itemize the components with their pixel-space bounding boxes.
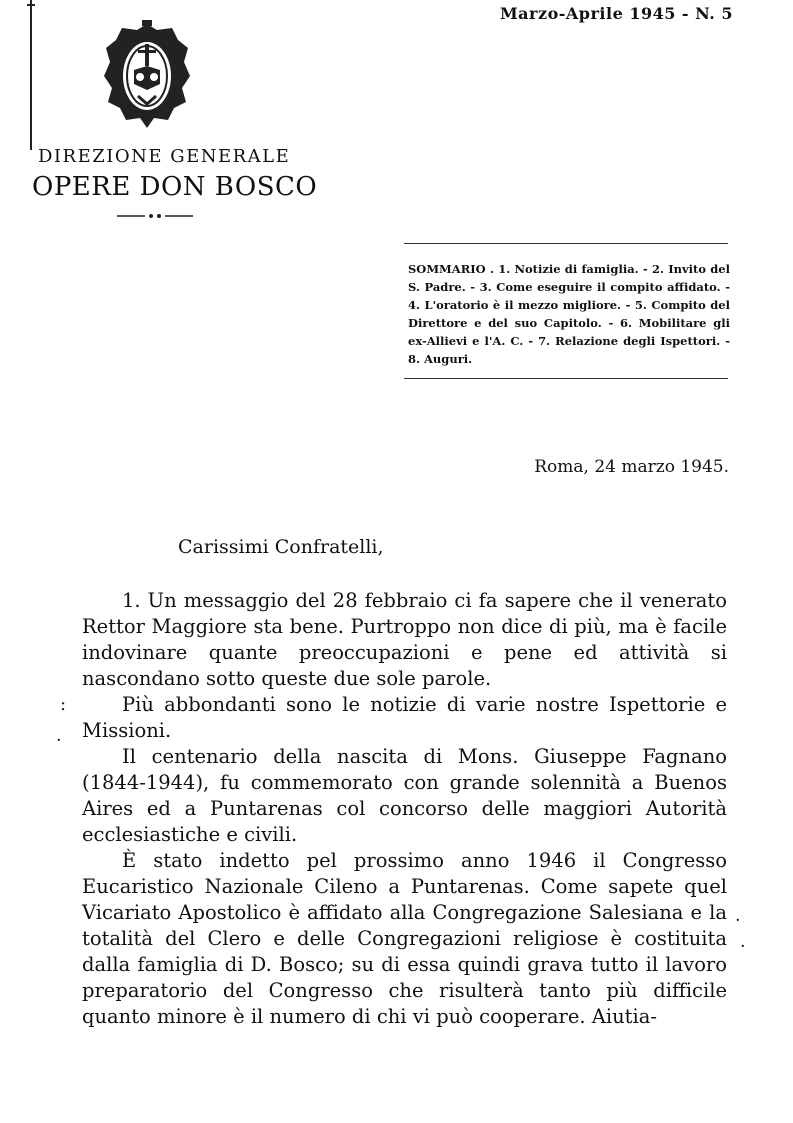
margin-mark: :: [60, 694, 67, 715]
ornament-divider-icon: [115, 210, 195, 222]
letter-body: [82, 588, 727, 1030]
letter-paragraph: Più abbondanti sono le notizie di varie nostre Ispettorie e Missioni.: [82, 693, 727, 742]
margin-mark: ·: [740, 936, 746, 957]
letter-salutation: Carissimi Confratelli,: [178, 536, 384, 558]
margin-rule: [30, 0, 32, 150]
org-title-line2: OPERE DON BOSCO: [32, 172, 318, 202]
letter-paragraph: È stato indetto pel prossimo anno 1946 il Congresso Eucaristico Nazionale Cileno a Puntarenas. Come sapete quel Vicariato Apostolico è affidato alla Congregazione Salesiana e la totalità del Clero e delle Congregazioni religiose è costituita dalla famiglia di D. Bosco; su di essa quindi grava tutto il lavoro preparatorio del Congresso che risulterà tanto più difficile quanto minore è il numero di chi vi può cooperare. Aiutia-: [82, 849, 727, 1028]
issue-header: Marzo-Aprile 1945 - N. 5: [499, 4, 733, 23]
letter-paragraph: 1. Un messaggio del 28 febbraio ci fa sapere che il venerato Rettor Maggiore sta bene. Purtroppo non dice di più, ma è facile indovinare quante preoccupazioni e pene ed attività si nascondano sotto queste due sole parole.: [82, 589, 727, 690]
margin-mark: ·: [56, 730, 62, 751]
summary-text: SOMMARIO . 1. Notizie di famiglia. - 2. Invito del S. Padre. - 3. Come eseguire il compito affidato. - 4. L'oratorio è il mezzo migliore. - 5. Compito del Direttore e del suo Capitolo. - 6. Mobilitare gli ex-Allievi e l'A. C. - 7. Relazione degli Ispettori. - 8. Auguri.: [408, 262, 730, 366]
salesian-emblem-icon: [102, 20, 192, 130]
letter-paragraph: Il centenario della nascita di Mons. Giuseppe Fagnano (1844-1944), fu commemorato con grande solennità a Buenos Aires ed a Puntarenas col concorso delle maggiori Autorità ecclesiastiche e civili.: [82, 745, 727, 846]
org-title-line1: DIREZIONE GENERALE: [38, 146, 291, 167]
margin-rule-mark: [27, 4, 35, 12]
letter-dateline: Roma, 24 marzo 1945.: [534, 457, 729, 477]
margin-mark: ·: [735, 910, 741, 931]
